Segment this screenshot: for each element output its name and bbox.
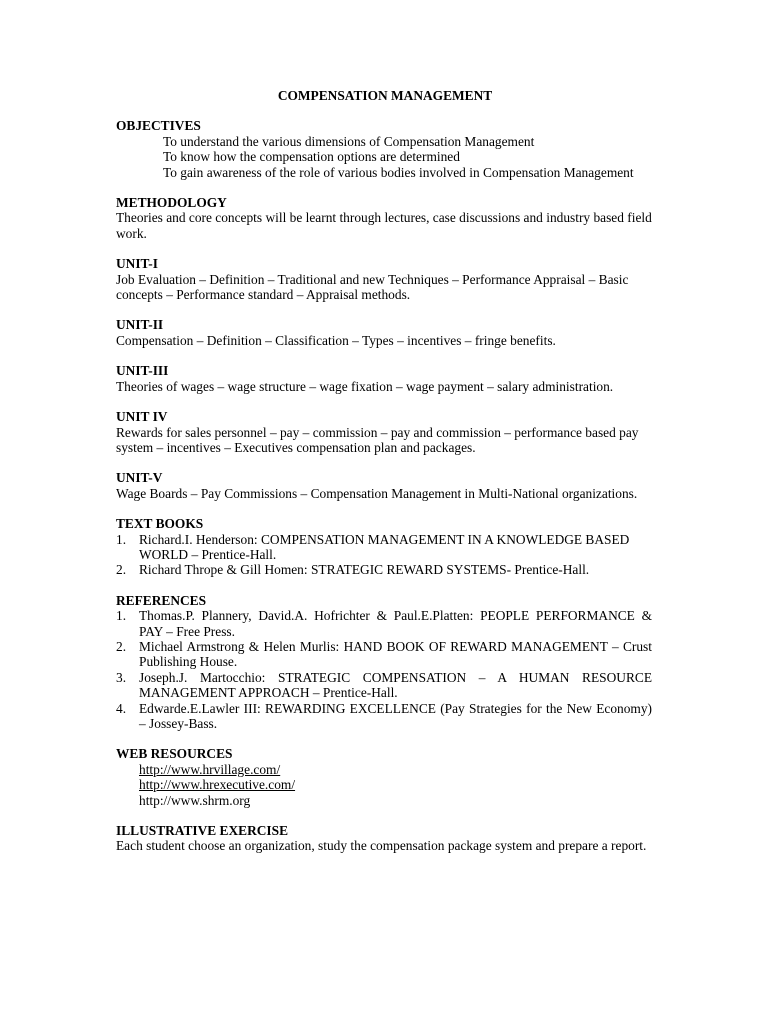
- document-title: COMPENSATION MANAGEMENT: [277, 88, 493, 103]
- methodology-heading: METHODOLOGY: [116, 195, 227, 211]
- unit-4-heading: UNIT IV: [116, 409, 168, 425]
- unit-2-heading: UNIT-II: [116, 317, 164, 333]
- objective-item: To know how the compensation options are determined: [163, 149, 460, 165]
- list-number: 4.: [116, 700, 127, 716]
- unit-1-section: [116, 256, 652, 302]
- unit-1-text: Job Evaluation – Definition – Traditional and new Techniques – Performance Appraisal – Basic concepts – Performance standard – Appraisal methods.: [116, 271, 629, 303]
- list-number: 2.: [116, 562, 127, 578]
- unit-1-heading: UNIT-I: [116, 256, 158, 272]
- document-page: [116, 88, 652, 869]
- list-number: 1.: [116, 531, 127, 547]
- web-resources-section: [116, 746, 652, 808]
- reference-text: Joseph.J. Martocchio: STRATEGIC COMPENSATION – A HUMAN RESOURCE MANAGEMENT APPROACH – Prentice-Hall.: [139, 669, 652, 701]
- web-resources-heading: WEB RESOURCES: [116, 746, 233, 762]
- textbook-text: Richard Thrope & Gill Homen: STRATEGIC REWARD SYSTEMS- Prentice-Hall.: [139, 562, 590, 578]
- reference-text: Thomas.P. Plannery, David.A. Hofrichter & Paul.E.Platten: PEOPLE PERFORMANCE & PAY – Free Press.: [139, 608, 652, 639]
- exercise-heading: ILLUSTRATIVE EXERCISE: [116, 823, 289, 839]
- web-resources-list: [116, 762, 652, 808]
- web-link-hrvillage[interactable]: http://www.hrvillage.com/: [139, 761, 281, 777]
- exercise-text: Each student choose an organization, study the compensation package system and prepare a report.: [116, 838, 647, 854]
- reference-item: [116, 608, 652, 639]
- exercise-section: [116, 823, 652, 854]
- unit-3-text: Theories of wages – wage structure – wage fixation – wage payment – salary administration.: [116, 378, 614, 394]
- objective-item: To understand the various dimensions of Compensation Management: [163, 133, 535, 149]
- unit-2-text: Compensation – Definition – Classification – Types – incentives – fringe benefits.: [116, 332, 556, 348]
- reference-item: [116, 701, 652, 732]
- textbook-text: Richard.I. Henderson: COMPENSATION MANAGEMENT IN A KNOWLEDGE BASED WORLD – Prentice-Hall.: [139, 531, 630, 562]
- unit-3-heading: UNIT-III: [116, 363, 169, 379]
- methodology-text: Theories and core concepts will be learnt through lectures, case discussions and industry based field work.: [116, 210, 652, 241]
- list-number: 2.: [116, 638, 127, 654]
- reference-item: [116, 670, 652, 701]
- objectives-section: [116, 118, 652, 180]
- objective-item: To gain awareness of the role of various bodies involved in Compensation Management: [163, 164, 634, 180]
- reference-text: Michael Armstrong & Helen Murlis: HAND BOOK OF REWARD MANAGEMENT – Crust Publishing House.: [139, 638, 652, 670]
- textbook-item: [116, 532, 652, 563]
- list-number: 1.: [116, 608, 127, 624]
- reference-item: [116, 639, 652, 670]
- references-list: [116, 608, 652, 731]
- web-text-shrm: http://www.shrm.org: [139, 792, 251, 808]
- web-link-hrexecutive[interactable]: http://www.hrexecutive.com/: [139, 777, 296, 793]
- unit-5-text: Wage Boards – Pay Commissions – Compensation Management in Multi-National organizations.: [116, 485, 638, 501]
- objectives-list: [116, 134, 652, 180]
- references-section: [116, 593, 652, 732]
- textbooks-heading: TEXT BOOKS: [116, 516, 204, 532]
- textbooks-list: [116, 532, 652, 578]
- list-number: 3.: [116, 669, 127, 685]
- methodology-section: [116, 195, 652, 241]
- unit-5-heading: UNIT-V: [116, 470, 163, 486]
- textbooks-section: [116, 516, 652, 578]
- unit-4-text: Rewards for sales personnel – pay – commission – pay and commission – performance based pay system – incentives – Executives compensation plan and packages.: [116, 424, 639, 455]
- textbook-item: [116, 562, 652, 577]
- unit-5-section: [116, 470, 652, 501]
- reference-text: Edwarde.E.Lawler III: REWARDING EXCELLENCE (Pay Strategies for the New Economy) – Jossey-Bass.: [139, 700, 652, 731]
- unit-3-section: [116, 363, 652, 394]
- unit-2-section: [116, 317, 652, 348]
- references-heading: REFERENCES: [116, 592, 207, 608]
- unit-4-section: [116, 409, 652, 455]
- objectives-heading: OBJECTIVES: [116, 118, 201, 134]
